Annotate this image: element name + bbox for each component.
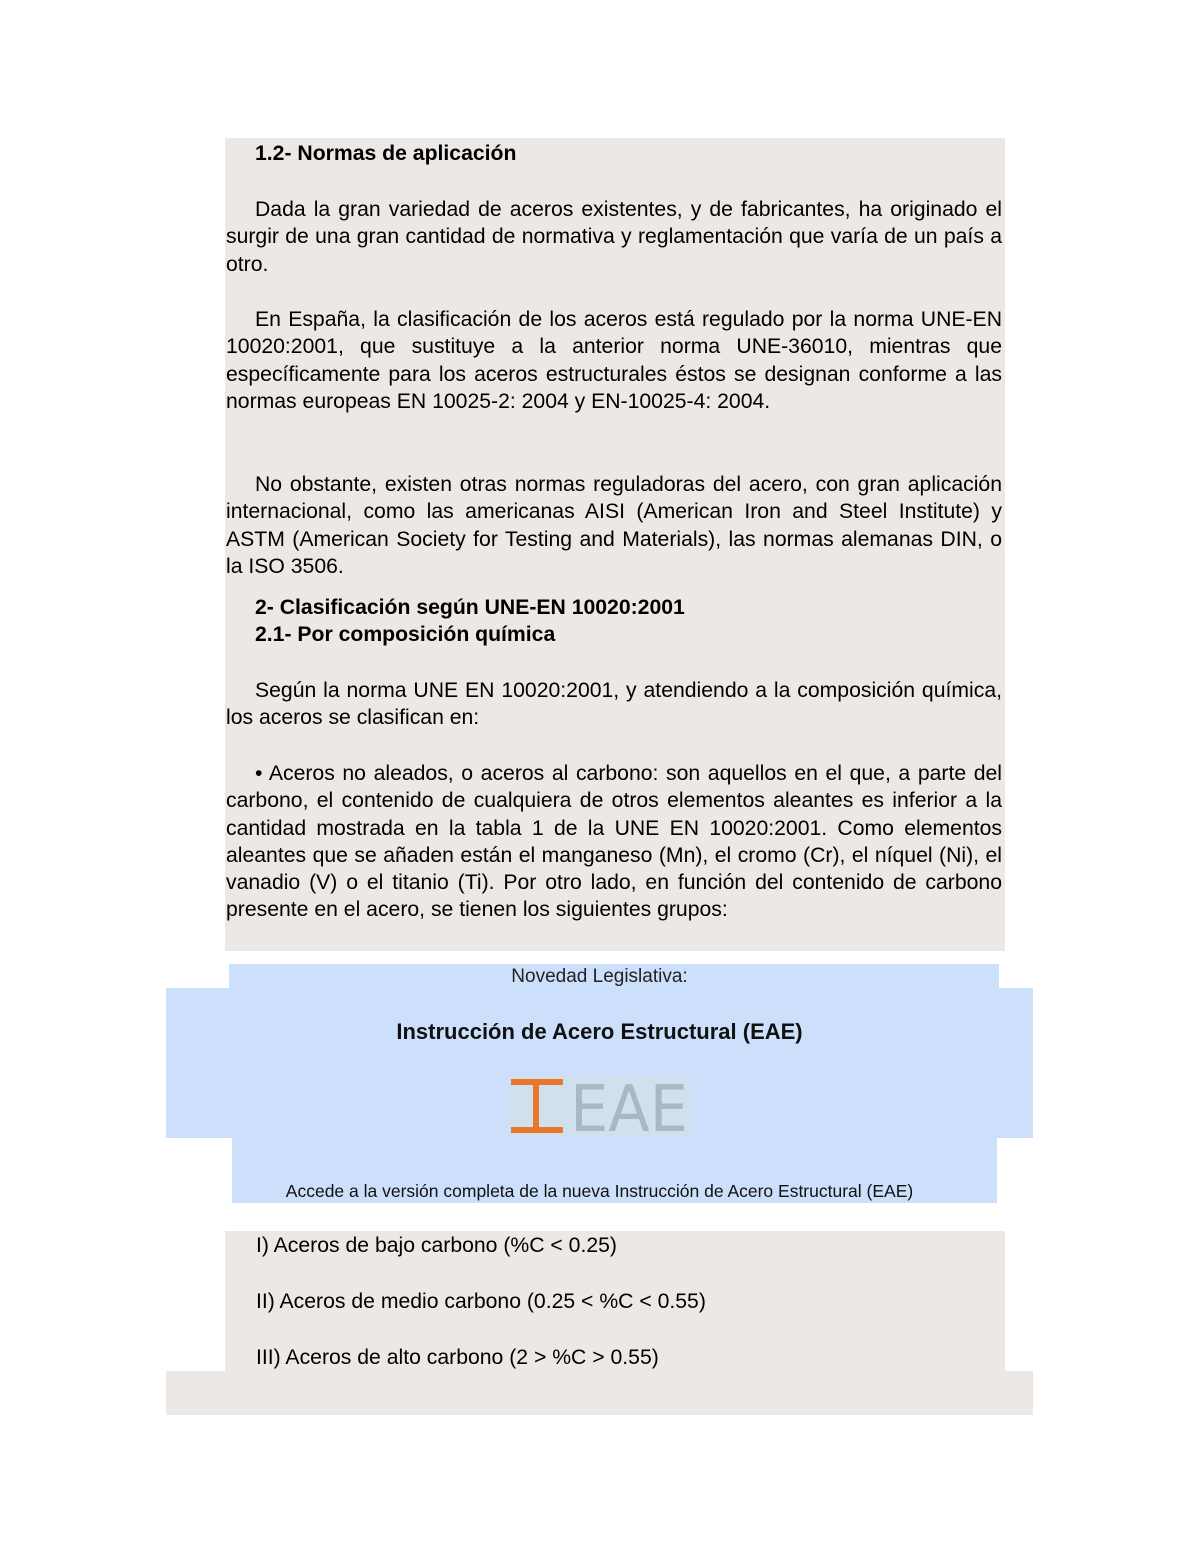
logo-text: EAE <box>570 1076 688 1136</box>
paragraph: No obstante, existen otras normas reguladoras del acero, con gran aplicación internacional, como las americanas AISI (American Iron and Steel Institute) y ASTM (American Society for Testing and Materials), las normas alemanas DIN, o la ISO 3506. <box>226 473 1002 578</box>
banner-title: Instrucción de Acero Estructural (EAE) <box>396 1019 803 1044</box>
list-item: II) Aceros de medio carbono (0.25 < %C < 0.55) <box>256 1290 706 1313</box>
list-background-footer <box>166 1371 1033 1415</box>
paragraph: Dada la gran variedad de aceros existentes, y de fabricantes, ha originado el surgir de una gran cantidad de normativa y reglamentación que varía de un país a otro. <box>226 198 1002 276</box>
banner-kicker: Novedad Legislativa: <box>511 966 688 987</box>
bullet-paragraph: • Aceros no aleados, o aceros al carbono: son aquellos en el que, a parte del carbono, el contenido de cualquiera de otros elementos aleantes es inferior a la cantidad mostrada en la tabla 1 de la UNE EN 10020:2001. Como elementos aleantes que se añaden están el manganeso (Mn), el cromo (Cr), el níquel (Ni), el vanadio (V) o el titanio (Ti). Por otro lado, en función del contenido de carbono presente en el acero, se tienen los siguientes grupos: <box>226 762 1002 922</box>
section-heading: 2- Clasificación según UNE-EN 10020:2001 <box>255 596 685 619</box>
list-item: III) Aceros de alto carbono (2 > %C > 0.55) <box>256 1346 659 1369</box>
eae-logo[interactable] <box>510 1076 690 1136</box>
paragraph: Según la norma UNE EN 10020:2001, y atendiendo a la composición química, los aceros se clasifican en: <box>226 679 1002 730</box>
list-item: I) Aceros de bajo carbono (%C < 0.25) <box>256 1234 617 1257</box>
eae-link[interactable]: Accede a la versión completa de la nueva Instrucción de Acero Estructural (EAE) <box>285 1181 914 1201</box>
section-subheading: 2.1- Por composición química <box>255 623 556 646</box>
paragraph: En España, la clasificación de los aceros está regulado por la norma UNE-EN 10020:2001, que sustituye a la anterior norma UNE-36010, mientras que específicamente para los aceros estructurales éstos se designan conforme a las normas europeas EN 10025-2: 2004 y EN-10025-4: 2004. <box>226 308 1002 413</box>
section-heading: 1.2- Normas de aplicación <box>255 142 517 165</box>
